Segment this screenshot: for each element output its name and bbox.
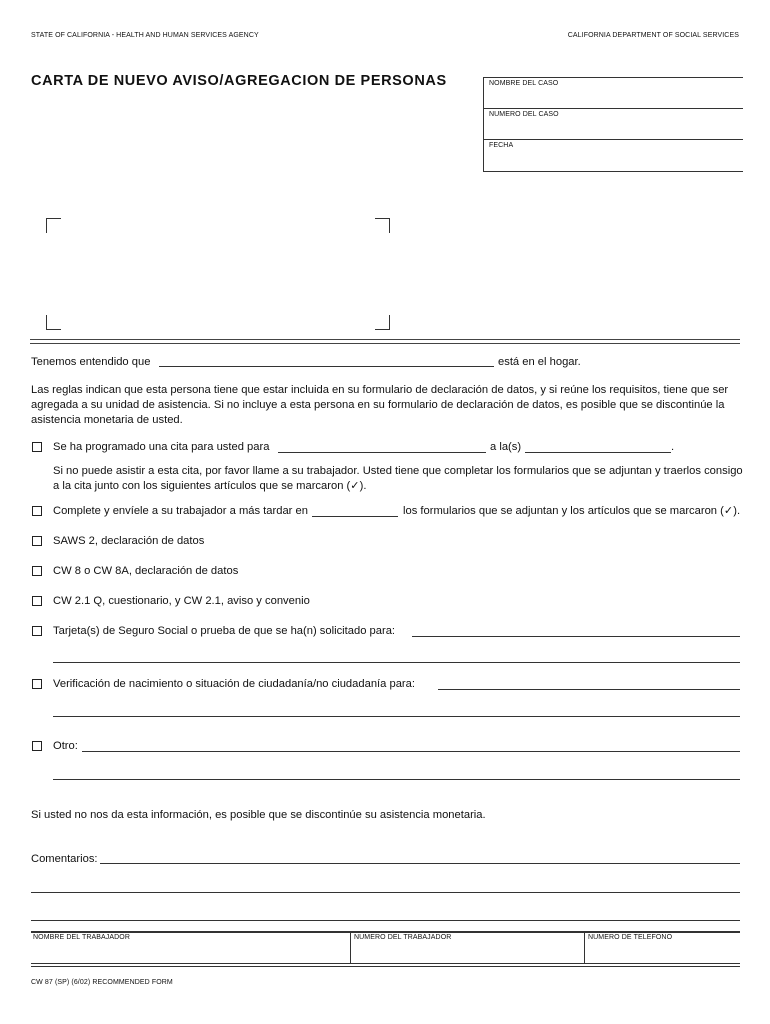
birth-label: Verificación de nacimiento o situación de ciudadanía/no ciudadanía para:	[53, 678, 415, 690]
birth-line-1[interactable]	[438, 689, 740, 690]
phone-field[interactable]	[588, 934, 738, 962]
other-checkbox[interactable]	[32, 741, 42, 751]
intro-suffix: está en el hogar.	[498, 356, 581, 368]
form-id: CW 87 (SP) (6/02) RECOMMENDED FORM	[31, 979, 173, 986]
date-label: FECHA	[489, 142, 514, 149]
form-title: CARTA DE NUEVO AVISO/AGREGACION DE PERSONAS	[31, 73, 447, 89]
case-name-field[interactable]	[483, 77, 743, 108]
address-corner-bottom-right	[375, 315, 390, 330]
footer-rule-bottom	[31, 963, 740, 964]
intro-prefix: Tenemos entendido que	[31, 356, 151, 368]
appointment-time-label: a la(s)	[490, 441, 522, 453]
footer-divider-1	[350, 932, 351, 963]
warning-text: Si usted no nos da esta información, es posible que se discontinúe su asistencia monetaria.	[31, 809, 486, 821]
footer-divider-2	[584, 932, 585, 963]
case-number-field[interactable]	[483, 108, 743, 139]
person-name-line[interactable]	[159, 366, 494, 367]
appointment-checkbox[interactable]	[32, 442, 42, 452]
divider-top	[30, 339, 740, 340]
case-name-label: NOMBRE DEL CASO	[489, 80, 559, 87]
comments-label: Comentarios:	[31, 853, 98, 865]
case-number-label: NUMERO DEL CASO	[489, 111, 559, 118]
comments-line-3[interactable]	[31, 920, 740, 921]
mail-checkbox[interactable]	[32, 506, 42, 516]
appointment-time-line[interactable]	[525, 452, 671, 453]
appointment-date-line[interactable]	[278, 452, 486, 453]
address-corner-bottom-left	[46, 315, 61, 330]
phone-label: NUMERO DE TELEFONO	[588, 934, 673, 941]
appointment-label: Se ha programado una cita para usted para	[53, 441, 270, 453]
address-corner-top-right	[375, 218, 390, 233]
department-header: CALIFORNIA DEPARTMENT OF SOCIAL SERVICES	[567, 32, 739, 39]
mail-suffix: los formularios que se adjuntan y los artículos que se marcaron (✓).	[403, 505, 741, 517]
cw8-checkbox[interactable]	[32, 566, 42, 576]
footer-rule-double	[31, 966, 740, 967]
comments-line-2[interactable]	[31, 892, 740, 893]
worker-name-label: NOMBRE DEL TRABAJADOR	[33, 934, 131, 941]
mail-deadline-line[interactable]	[312, 516, 398, 517]
cw21-checkbox[interactable]	[32, 596, 42, 606]
worker-number-field[interactable]	[354, 934, 582, 962]
footer-rule-top	[31, 931, 740, 933]
date-field[interactable]	[483, 139, 743, 172]
ssn-line-1[interactable]	[412, 636, 740, 637]
other-line-2[interactable]	[53, 779, 740, 780]
address-corner-top-left	[46, 218, 61, 233]
appointment-note: Si no puede asistir a esta cita, por favor llame a su trabajador. Usted tiene que completar los formularios que se adjuntan y traerlos consigo a la cita junto con los siguientes artículos que se marcaron (✓).	[53, 465, 743, 492]
birth-checkbox[interactable]	[32, 679, 42, 689]
ssn-line-2[interactable]	[53, 662, 740, 663]
ssn-label: Tarjeta(s) de Seguro Social o prueba de que se ha(n) solicitado para:	[53, 625, 396, 637]
saws-label: SAWS 2, declaración de datos	[53, 535, 205, 547]
cw8-label: CW 8 o CW 8A, declaración de datos	[53, 565, 239, 577]
agency-header: STATE OF CALIFORNIA - HEALTH AND HUMAN SERVICES AGENCY	[31, 32, 259, 39]
appointment-period: .	[671, 441, 675, 453]
divider-bottom	[30, 343, 740, 344]
birth-line-2[interactable]	[53, 716, 740, 717]
worker-number-label: NUMERO DEL TRABAJADOR	[354, 934, 452, 941]
other-label: Otro:	[53, 740, 78, 752]
worker-name-field[interactable]	[33, 934, 347, 962]
rules-paragraph: Las reglas indican que esta persona tiene que estar incluida en su formulario de declaración de datos, y si reúne los requisitos, tiene que ser agregada a su unidad de asistencia. Si no incluye a esta persona en su formulario de declaración de datos, es posible que se discontinúe la asistencia monetaria de usted.	[31, 384, 729, 426]
cw21-label: CW 2.1 Q, cuestionario, y CW 2.1, aviso y convenio	[53, 595, 310, 607]
ssn-checkbox[interactable]	[32, 626, 42, 636]
comments-line-1[interactable]	[100, 863, 740, 864]
mail-prefix: Complete y envíele a su trabajador a más tardar en	[53, 505, 308, 517]
other-line-1[interactable]	[82, 751, 740, 752]
saws-checkbox[interactable]	[32, 536, 42, 546]
